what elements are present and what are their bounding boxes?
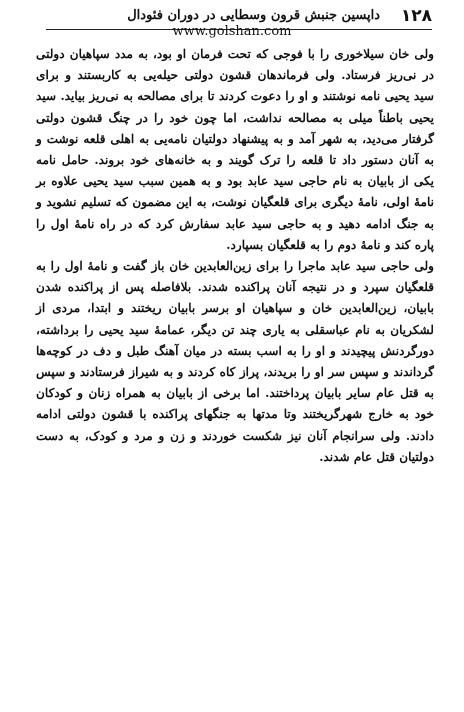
paragraph-2: ولی حاجی سید عابد ماجرا را برای زین‌العابدین خان باز گفت و نامهٔ اول را به قلعگیان سپرد و در نتیجه آنان پراکنده شدند. بلافاصله پس از پراکنده شدن بابیان، زین‌العابدین خان و سپاهیان او برسر بابیان ریختند و ابتدا، مردی از لشکریان به نام عباسقلی به یاری چند تن دیگر، عمامهٔ سید یحیی را برداشته، دورگردنش پیچیدند و او را به اسب بسته در میان آهنگ طبل و دف در کوچه‌ها گرداندند و سپس سر او را بریدند، پراز کاه کردند و به شیراز فرستادند و سپس به قتل عام سایر بابیان پرداختند. اما برخی از بابیان به همراه زنان و کودکان خود به خارج شهرگریختند وتا مدتها به جنگهای پراکنده با قشون دولتی ادامه دادند. ولی سرانجام آنان نیز شکست خوردند و زن و مرد و کودک، به دست دولتیان قتل عام شدند. bbox=[36, 259, 434, 464]
running-title: داپسین جنبش قرون وسطایی در دوران فئودال bbox=[127, 8, 380, 23]
source-url: www.golshan.com bbox=[172, 24, 292, 39]
body-text bbox=[36, 44, 434, 468]
paragraph-1: ولی خان سیلاخوری را با فوجی که تحت فرمان او بود، به مدد سپاهیان دولتی در نی‌ریز فرستاد. ولی فرماندهان قشون دولتی حیله‌یی به کاربستند و برای سید یحیی نامه نوشتند و او را دعوت کردند تا برای مصالحه به نی‌ریز بیاید. سید یحیی باطناً میلی به مصالحه نداشت، اما چون خود را در چنگ قشون دولتی گرفتار می‌دید، به شهر آمد و به پیشنهاد دولتیان نامه‌یی به اهلی قلعه نوشت و به آنان دستور داد تا قلعه را ترک گویند و به خانه‌های خود بروند. حامل نامه یکی از بابیان به نام حاجی سید عابد بود و به همین سبب سید یحیی علاوه بر نامهٔ اولی، نامهٔ دیگری برای قلعگیان نوشت، به این مضمون که تسلیم نشوید و به جنگ ادامه دهید و به حاجی سید عابد سفارش کرد که در راه نامهٔ اول را پاره کند و نامهٔ دوم را به قلعگیان بسپارد. bbox=[36, 47, 434, 252]
page-number: ۱۲۸ bbox=[400, 6, 432, 26]
